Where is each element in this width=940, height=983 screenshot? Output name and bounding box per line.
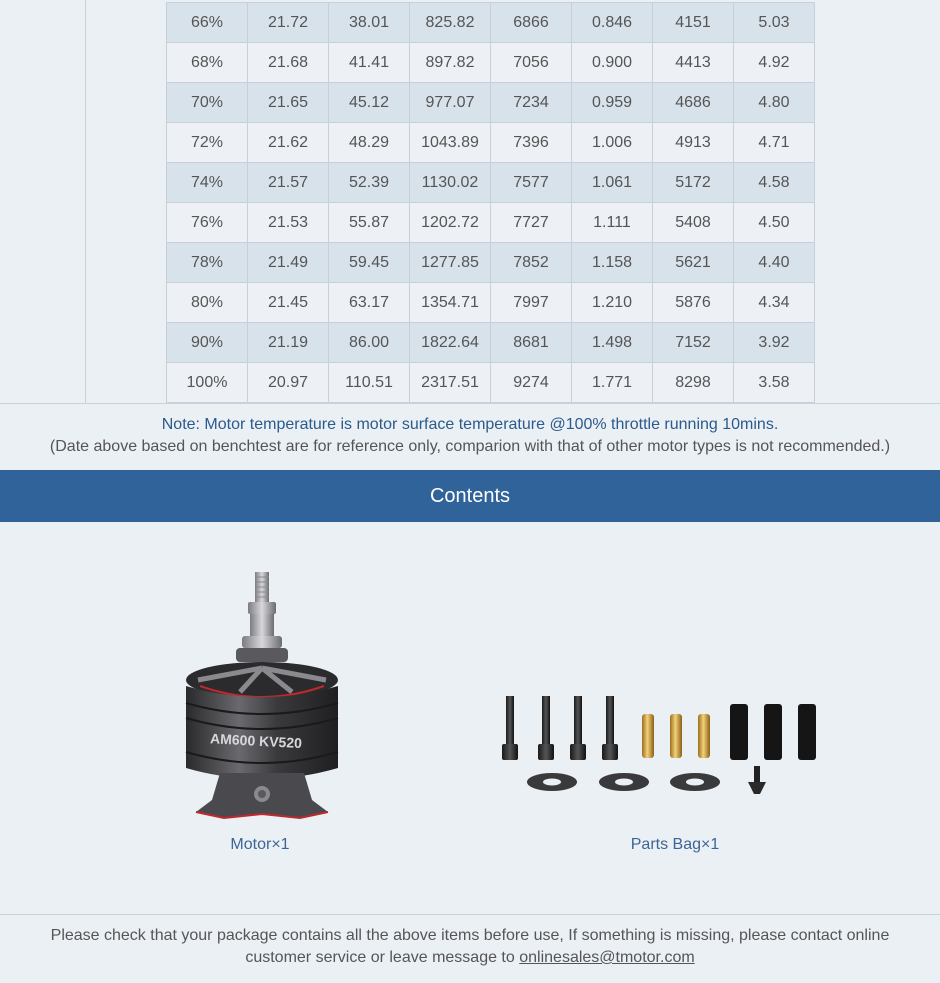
section-divider: [0, 403, 940, 404]
table-cell: 1.210: [572, 283, 653, 323]
table-cell: 21.45: [248, 283, 329, 323]
table-cell: 4151: [653, 3, 734, 43]
table-cell: 5172: [653, 163, 734, 203]
table-row: [167, 203, 815, 243]
table-cell: 4686: [653, 83, 734, 123]
table-cell: 21.65: [248, 83, 329, 123]
footer-divider: [0, 914, 940, 915]
table-cell: 4.40: [734, 243, 815, 283]
table-cell: 7997: [491, 283, 572, 323]
table-cell: 5.03: [734, 3, 815, 43]
footer-text: Please check that your package contains all the above items before use, If something is missing, please contact online customer service or leave message to: [50, 927, 890, 966]
table-cell: 4.92: [734, 43, 815, 83]
parts-bag-image: [498, 692, 828, 800]
table-cell: 8681: [491, 323, 572, 363]
motor-marking: AM600 KV520: [209, 730, 303, 752]
note-line-1: Note: Motor temperature is motor surface temperature @100% throttle running 10mins.: [161, 416, 779, 433]
table-cell: 9274: [491, 363, 572, 403]
table-row: [167, 43, 815, 83]
table-cell: 100%: [167, 363, 248, 403]
table-cell: 48.29: [329, 123, 410, 163]
table-cell: 1822.64: [410, 323, 491, 363]
table-cell: 825.82: [410, 3, 491, 43]
table-cell: 4913: [653, 123, 734, 163]
test-note: [0, 414, 940, 458]
table-cell: 63.17: [329, 283, 410, 323]
table-cell: 0.959: [572, 83, 653, 123]
table-cell: 21.53: [248, 203, 329, 243]
table-cell: 20.97: [248, 363, 329, 403]
table-cell: 4.50: [734, 203, 815, 243]
table-cell: 897.82: [410, 43, 491, 83]
table-row: [167, 3, 815, 43]
table-cell: 1.498: [572, 323, 653, 363]
package-check-note: [40, 925, 900, 969]
table-cell: 4.80: [734, 83, 815, 123]
table-cell: 21.68: [248, 43, 329, 83]
table-cell: 38.01: [329, 3, 410, 43]
table-cell: 6866: [491, 3, 572, 43]
table-cell: 4413: [653, 43, 734, 83]
table-cell: 1202.72: [410, 203, 491, 243]
table-cell: 80%: [167, 283, 248, 323]
table-cell: 1277.85: [410, 243, 491, 283]
table-cell: 1.111: [572, 203, 653, 243]
table-row: [167, 83, 815, 123]
performance-table: [166, 2, 815, 403]
table-row: [167, 163, 815, 203]
table-cell: 3.58: [734, 363, 815, 403]
table-cell: 4.58: [734, 163, 815, 203]
table-cell: 7396: [491, 123, 572, 163]
table-cell: 7577: [491, 163, 572, 203]
table-cell: 45.12: [329, 83, 410, 123]
table-cell: 1.158: [572, 243, 653, 283]
table-cell: 70%: [167, 83, 248, 123]
contents-title: Contents: [429, 484, 511, 507]
table-cell: 72%: [167, 123, 248, 163]
support-email-link[interactable]: onlinesales@tmotor.com: [519, 949, 695, 966]
table-row: [167, 243, 815, 283]
parts-bag-caption: Parts Bag×1: [630, 836, 720, 853]
table-cell: 110.51: [329, 363, 410, 403]
table-cell: 1043.89: [410, 123, 491, 163]
table-cell: 21.62: [248, 123, 329, 163]
table-cell: 3.92: [734, 323, 815, 363]
table-cell: 7152: [653, 323, 734, 363]
table-cell: 5408: [653, 203, 734, 243]
table-cell: 8298: [653, 363, 734, 403]
table-cell: 21.49: [248, 243, 329, 283]
table-row: [167, 323, 815, 363]
table-cell: 5876: [653, 283, 734, 323]
table-row: [167, 283, 815, 323]
left-divider: [85, 0, 86, 404]
motor-caption: Motor×1: [230, 836, 290, 853]
table-cell: 68%: [167, 43, 248, 83]
table-cell: 78%: [167, 243, 248, 283]
table-cell: 4.71: [734, 123, 815, 163]
table-cell: 1.061: [572, 163, 653, 203]
table-cell: 5621: [653, 243, 734, 283]
table-cell: 86.00: [329, 323, 410, 363]
table-cell: 55.87: [329, 203, 410, 243]
performance-table-section: [0, 0, 940, 404]
table-cell: 7234: [491, 83, 572, 123]
table-row: [167, 123, 815, 163]
table-cell: 41.41: [329, 43, 410, 83]
table-cell: 7727: [491, 203, 572, 243]
table-cell: 1.771: [572, 363, 653, 403]
table-cell: 0.846: [572, 3, 653, 43]
table-cell: 0.900: [572, 43, 653, 83]
table-cell: 21.72: [248, 3, 329, 43]
table-cell: 977.07: [410, 83, 491, 123]
table-cell: 1354.71: [410, 283, 491, 323]
motor-image: [180, 568, 345, 828]
table-cell: 4.34: [734, 283, 815, 323]
table-cell: 1.006: [572, 123, 653, 163]
table-row: [167, 363, 815, 403]
table-cell: 21.57: [248, 163, 329, 203]
table-cell: 7852: [491, 243, 572, 283]
table-cell: 66%: [167, 3, 248, 43]
table-cell: 21.19: [248, 323, 329, 363]
table-cell: 7056: [491, 43, 572, 83]
table-cell: 74%: [167, 163, 248, 203]
table-cell: 52.39: [329, 163, 410, 203]
contents-banner: [0, 470, 940, 522]
table-cell: 1130.02: [410, 163, 491, 203]
table-cell: 76%: [167, 203, 248, 243]
table-cell: 90%: [167, 323, 248, 363]
table-cell: 2317.51: [410, 363, 491, 403]
note-line-2: (Date above based on benchtest are for reference only, comparion with that of other motor types is not recommended.): [49, 438, 891, 455]
table-cell: 59.45: [329, 243, 410, 283]
